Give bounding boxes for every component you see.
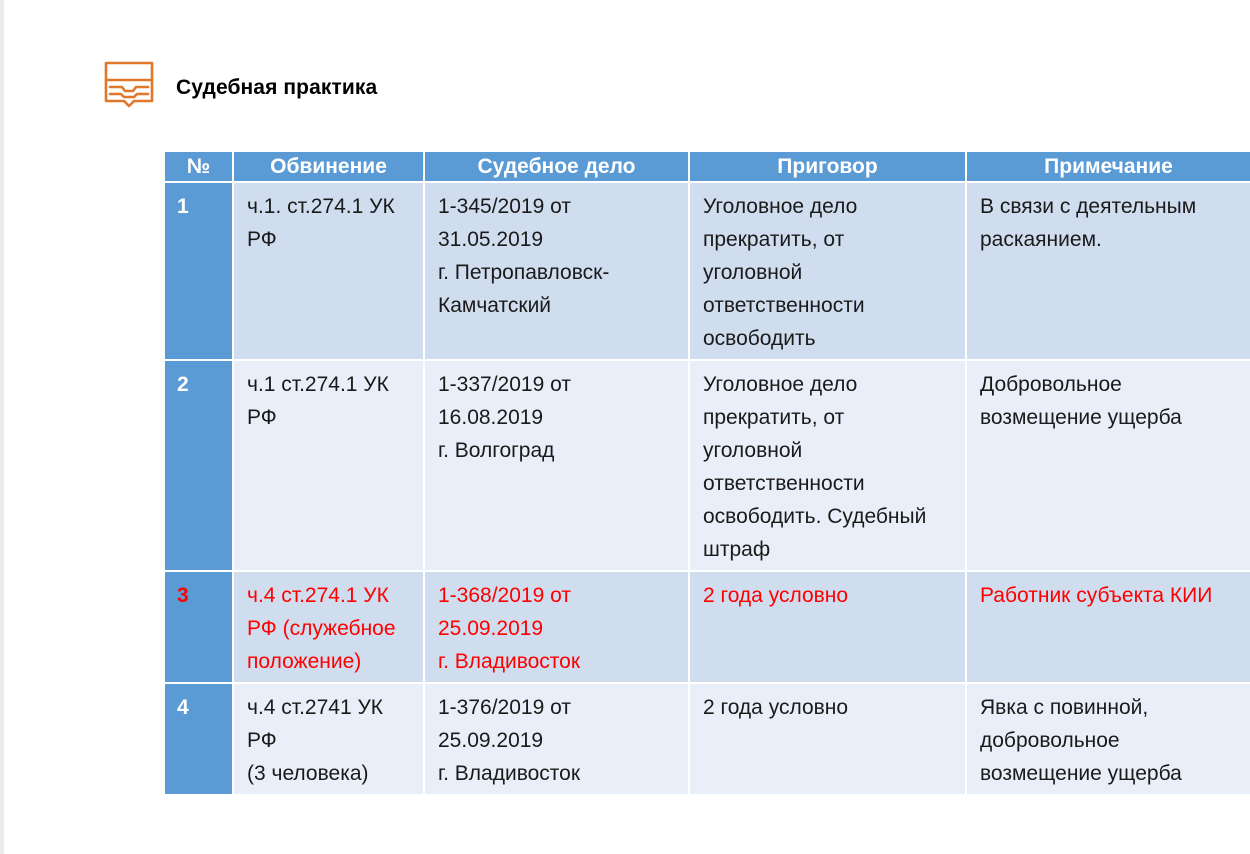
case-line: 25.09.2019 bbox=[438, 617, 544, 640]
note-line: возмещение ущерба bbox=[980, 762, 1182, 785]
verdict-line: прекратить, от bbox=[703, 406, 845, 429]
charge-cell bbox=[233, 683, 424, 794]
charge-line: РФ bbox=[247, 729, 277, 752]
charge-cell bbox=[233, 182, 424, 360]
row-number: 2 bbox=[165, 360, 233, 571]
note-line: добровольное bbox=[980, 729, 1120, 752]
case-line: г. Владивосток bbox=[438, 762, 581, 785]
table-row bbox=[165, 360, 1250, 571]
case-cell bbox=[424, 683, 689, 794]
column-header-charge: Обвинение bbox=[233, 152, 424, 182]
charge-line: (3 человека) bbox=[247, 762, 369, 785]
charge-line: РФ bbox=[247, 406, 277, 429]
note-cell bbox=[966, 571, 1250, 683]
case-line: г. Петропавловск- bbox=[438, 261, 610, 284]
note-line: возмещение ущерба bbox=[980, 406, 1182, 429]
note-cell bbox=[966, 360, 1250, 571]
note-line: Добровольное bbox=[980, 373, 1122, 396]
note-cell bbox=[966, 683, 1250, 794]
verdict-line: уголовной bbox=[703, 261, 803, 284]
verdict-line: ответственности bbox=[703, 294, 865, 317]
charge-line: ч.4 ст.2741 УК bbox=[247, 696, 384, 719]
charge-line: РФ bbox=[247, 228, 277, 251]
verdict-cell bbox=[689, 683, 966, 794]
verdict-line: освободить. Судебный bbox=[703, 505, 927, 528]
charge-line: ч.1 ст.274.1 УК bbox=[247, 373, 389, 396]
charge-line: ч.1. ст.274.1 УК bbox=[247, 195, 395, 218]
case-line: 25.09.2019 bbox=[438, 729, 544, 752]
verdict-line: 2 года условно bbox=[703, 696, 849, 719]
column-header-number: № bbox=[165, 152, 233, 182]
verdict-cell bbox=[689, 571, 966, 683]
case-line: 1-368/2019 от bbox=[438, 584, 571, 607]
row-number: 1 bbox=[165, 182, 233, 360]
verdict-cell bbox=[689, 182, 966, 360]
case-line: г. Волгоград bbox=[438, 439, 555, 462]
column-header-note: Примечание bbox=[966, 152, 1250, 182]
row-number: 3 bbox=[165, 571, 233, 683]
verdict-line: 2 года условно bbox=[703, 584, 849, 607]
verdict-cell bbox=[689, 360, 966, 571]
note-line: Работник субъекта КИИ bbox=[980, 584, 1213, 607]
table-header-row bbox=[165, 152, 1250, 182]
verdict-line: прекратить, от bbox=[703, 228, 845, 251]
verdict-line: Уголовное дело bbox=[703, 195, 858, 218]
charge-line: ч.4 ст.274.1 УК bbox=[247, 584, 389, 607]
row-number: 4 bbox=[165, 683, 233, 794]
note-line: раскаянием. bbox=[980, 228, 1102, 251]
table-row bbox=[165, 683, 1250, 794]
charge-cell bbox=[233, 360, 424, 571]
table-row bbox=[165, 182, 1250, 360]
case-cell bbox=[424, 182, 689, 360]
case-line: 16.08.2019 bbox=[438, 406, 544, 429]
case-line: г. Владивосток bbox=[438, 650, 581, 673]
verdict-line: ответственности bbox=[703, 472, 865, 495]
court-practice-table bbox=[165, 152, 1250, 794]
case-cell bbox=[424, 360, 689, 571]
case-line: 1-376/2019 от bbox=[438, 696, 571, 719]
note-cell bbox=[966, 182, 1250, 360]
note-line: Явка с повинной, bbox=[980, 696, 1149, 719]
case-line: 1-345/2019 от bbox=[438, 195, 571, 218]
case-cell bbox=[424, 571, 689, 683]
verdict-line: Уголовное дело bbox=[703, 373, 858, 396]
page-edge bbox=[0, 0, 4, 854]
page-title: Судебная практика bbox=[176, 76, 378, 99]
verdict-line: уголовной bbox=[703, 439, 803, 462]
case-line: 1-337/2019 от bbox=[438, 373, 571, 396]
note-line: В связи с деятельным bbox=[980, 195, 1197, 218]
verdict-line: штраф bbox=[703, 538, 771, 561]
book-icon bbox=[103, 60, 155, 110]
verdict-line: освободить bbox=[703, 327, 816, 350]
charge-cell bbox=[233, 571, 424, 683]
charge-line: положение) bbox=[247, 650, 362, 673]
case-line: Камчатский bbox=[438, 294, 552, 317]
column-header-case: Судебное дело bbox=[424, 152, 689, 182]
charge-line: РФ (служебное bbox=[247, 617, 396, 640]
table-row-highlighted bbox=[165, 571, 1250, 683]
column-header-verdict: Приговор bbox=[689, 152, 966, 182]
case-line: 31.05.2019 bbox=[438, 228, 544, 251]
